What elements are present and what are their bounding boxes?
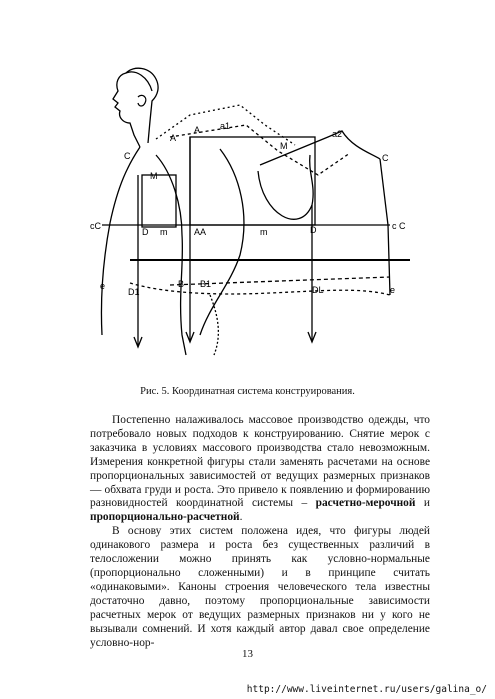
label-D-left: D <box>142 227 149 237</box>
figure-caption: Рис. 5. Координатная система конструирования. <box>140 386 355 397</box>
page-number: 13 <box>242 648 253 660</box>
label-A-top: A <box>194 125 201 135</box>
ear <box>138 95 146 106</box>
label-M-top: M <box>280 141 288 151</box>
armhole-curve <box>258 155 313 219</box>
conjunction: и <box>423 497 430 510</box>
label-M-mid: M <box>150 171 158 181</box>
bottom-contour <box>130 283 390 295</box>
label-cC-left: cC <box>90 221 101 231</box>
paragraph-2: В основу этих систем положена идея, что фигуры людей одинакового размера и роста без существенных различий в телосложении можно принять как условно-нормальные (пропорционально сложенными) и в принципе считать «одинаковыми». Каноны строения человеческого тела известны достаточно давно, поэтому пропорциональные зависимости расчетных мерок от ведущих размерных признаков ни у кого не вызывали сомнений. И хотя каждый автор давал свое определение условно-нор- <box>90 525 430 649</box>
label-e-right: e <box>390 285 396 295</box>
left-body-outline <box>101 147 140 335</box>
arm-outline <box>156 155 186 355</box>
bold-term-1: расчетно-мерочной <box>315 497 416 510</box>
label-a2: a2 <box>332 129 343 139</box>
label-m-left: m <box>160 227 168 237</box>
label-AA: AA <box>194 227 207 237</box>
label-D-right: D <box>310 225 317 235</box>
label-D1: D1 <box>128 287 140 297</box>
body-text <box>90 414 430 650</box>
shoulder-line <box>260 131 380 165</box>
armhole-rectangle <box>142 175 176 227</box>
label-e-left: e <box>100 281 106 291</box>
pattern-construction-figure <box>90 55 420 375</box>
head-profile <box>113 72 152 147</box>
bold-term-2: пропорционально-расчетной <box>90 511 240 524</box>
paragraph-1-end: . <box>239 511 243 524</box>
label-B1: B1 <box>200 279 212 289</box>
label-A-left: A <box>170 133 177 143</box>
label-a1: a1 <box>220 121 231 131</box>
right-side-outline <box>380 159 390 295</box>
label-C-left: C <box>124 151 131 161</box>
watermark-url: http://www.liveinternet.ru/users/galina_o/ <box>246 684 487 695</box>
paragraph-1-text: Постепенно налаживалось массовое производство одежды, что потребовало новых подходов к конструированию. Снятие мерок с заказчика в условиях массового производства стало невозможным. Измерения конкретной фигуры стали заменять расчетами на основе пропорциональных зависимостей от ведущих размерных признаков — обхвата груди и роста. Это привело к появлению и формированию разновидностей координатной системы – <box>90 414 430 510</box>
label-B: B <box>178 279 185 289</box>
label-C-right: C <box>382 153 389 163</box>
label-DL: DL <box>312 285 324 295</box>
paragraph-1 <box>90 414 430 525</box>
coordinate-system-drawing <box>90 55 420 375</box>
label-m-right: m <box>260 227 268 237</box>
label-cC-right: c C <box>392 221 406 231</box>
back-curve <box>200 149 244 335</box>
